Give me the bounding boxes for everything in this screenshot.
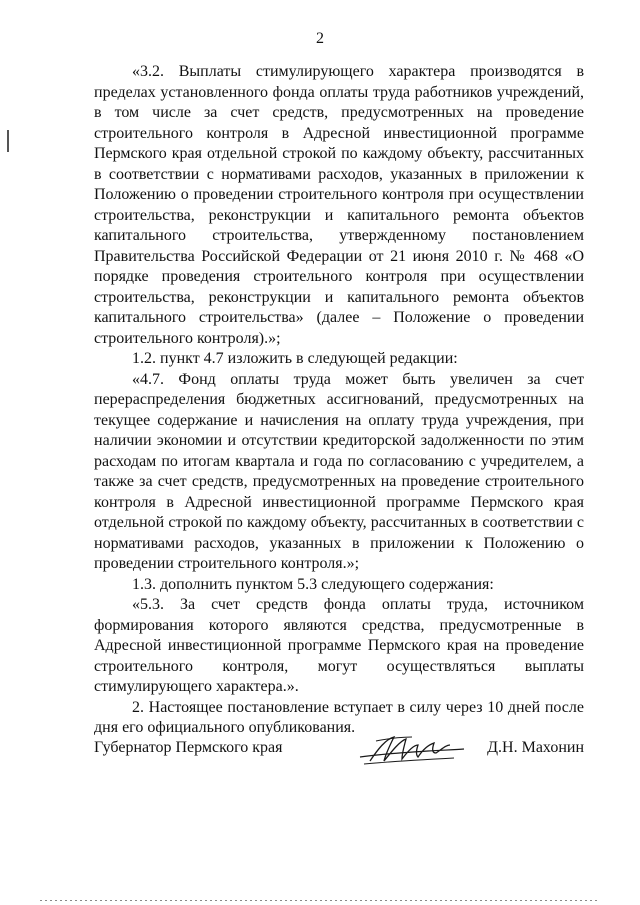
paragraph-2: 2. Настоящее постановление вступает в силу через 10 дней после дня его официального опубликования. — [94, 698, 584, 736]
paragraph-3-2: «3.2. Выплаты стимулирующего характера производятся в пределах установленного фонда оплаты труда работников учреждений, в том числе за счет средств, предусмотренных на проведение строительного контроля в Адресной инвестиционной программе Пермского края отдельной строкой по каждому объекту, рассчитанных в соответствии с нормативами расходов, указанных в приложении к Положению о проведении строительного контроля при осуществлении строительства, реконструкции и капитального ремонта объектов капитального строительства, утвержденному постановлением Правительства Российской Федерации от 21 июня 2010 г. № 468 «О порядке проведения строительного контроля при осуществлении строительства, реконструкции и капитального ремонта объектов капитального строительства» (далее – Положение о проведении строительного контроля).»; — [94, 63, 584, 347]
document-body — [94, 62, 584, 739]
paragraph-5-3: «5.3. За счет средств фонда оплаты труда, источником формирования которого являются средства, предусмотренные в Адресной инвестиционной программе Пермского края на проведение строительного контроля, могут осуществляться выплаты стимулирующего характера.». — [94, 596, 584, 695]
scan-margin-mark — [7, 130, 9, 152]
handwritten-signature — [356, 731, 466, 767]
paragraph-4-7: «4.7. Фонд оплаты труда может быть увеличен за счет перераспределения бюджетных ассигнований, предусмотренных на текущее содержание и начисления на оплату труда учреждения, при наличии экономии и отсутствии кредиторской задолженности по этим расходам по итогам квартала и года по согласованию с учредителем, а также за счет средств, предусмотренных на проведение строительного контроля в Адресной инвестиционной программе Пермского края отдельной строкой по каждому объекту, рассчитанных в соответствии с нормативами расходов, указанных в приложении к Положению о проведении строительного контроля.»; — [94, 370, 584, 572]
signatory-name: Д.Н. Махонин — [487, 739, 584, 756]
signatory-position: Губернатор Пермского края — [94, 739, 283, 756]
paragraph-1-2: 1.2. пункт 4.7 изложить в следующей редакции: — [132, 350, 458, 367]
page-number: 2 — [316, 30, 324, 47]
scan-bottom-edge — [40, 899, 600, 902]
signature-block — [94, 737, 584, 767]
paragraph-1-3: 1.3. дополнить пунктом 5.3 следующего содержания: — [132, 575, 494, 593]
